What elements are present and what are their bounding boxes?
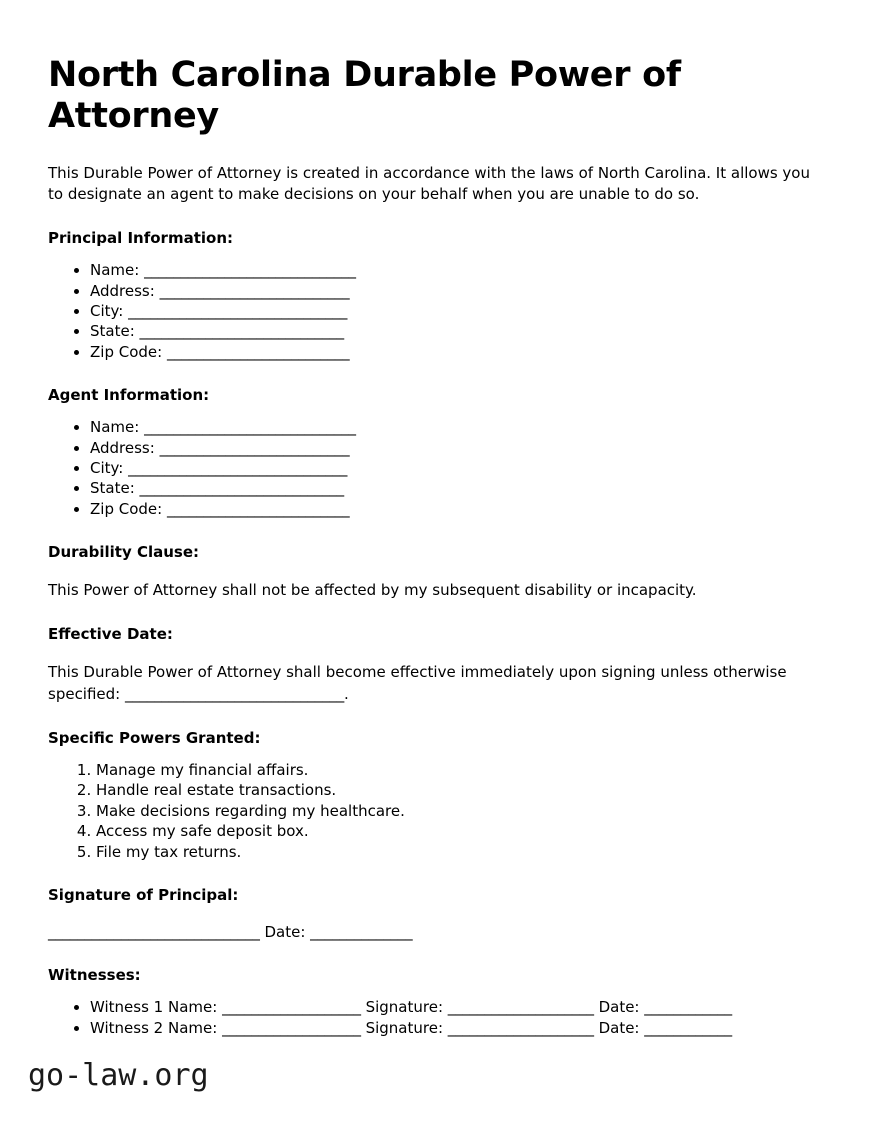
list-item [90, 417, 821, 437]
field-label: Address: [90, 281, 155, 300]
witness-signature-blank[interactable]: ____________________ [447, 998, 594, 1017]
specific-powers-heading: Specific Powers Granted: [48, 728, 261, 747]
list-item [90, 281, 821, 301]
principal-signature-blank[interactable]: _____________________________ [48, 922, 260, 941]
list-item: 5. File my tax returns. [96, 842, 821, 862]
field-blank[interactable]: ____________________________ [139, 322, 344, 341]
durability-clause-text: This Power of Attorney shall not be affected by my subsequent disability or incapacity. [48, 581, 697, 600]
effective-date-text [48, 662, 821, 705]
list-item: 3. Make decisions regarding my healthcare. [96, 801, 821, 821]
field-blank[interactable]: ____________________________ [139, 479, 344, 498]
principal-signature-line [48, 922, 821, 942]
field-blank[interactable]: ______________________________ [128, 458, 348, 477]
witness-signature-blank[interactable]: ____________________ [447, 1018, 594, 1037]
page-title: North Carolina Durable Power of Attorney [48, 55, 681, 137]
field-blank[interactable]: ______________________________ [128, 301, 348, 320]
field-label: State: [90, 322, 135, 341]
witness-date-blank[interactable]: ____________ [644, 1018, 732, 1037]
list-item [90, 478, 821, 498]
field-label: City: [90, 301, 124, 320]
field-blank[interactable]: _____________________________ [144, 418, 356, 437]
durability-clause-heading: Durability Clause: [48, 543, 200, 562]
witness-signature-label: Signature: [365, 1018, 443, 1037]
list-item [90, 438, 821, 458]
effective-date-text-before: This Durable Power of Attorney shall become effective immediately upon signing unless otherwise specified: [48, 663, 787, 703]
list-item: 4. Access my safe deposit box. [96, 821, 821, 841]
witness-name-label: Witness 2 Name: [90, 1018, 218, 1037]
field-label: Address: [90, 438, 155, 457]
principal-information-heading: Principal Information: [48, 229, 234, 248]
list-item [90, 458, 821, 478]
field-label: City: [90, 458, 124, 477]
witness-date-label: Date: [598, 998, 640, 1017]
agent-fields-list [48, 417, 821, 519]
principal-date-blank[interactable]: ______________ [310, 922, 413, 941]
signature-of-principal-heading: Signature of Principal: [48, 885, 239, 904]
witness-name-blank[interactable]: ___________________ [222, 998, 361, 1017]
effective-date-heading: Effective Date: [48, 625, 173, 644]
principal-fields-list [48, 260, 821, 362]
field-label: State: [90, 479, 135, 498]
witness-name-blank[interactable]: ___________________ [222, 1018, 361, 1037]
field-label: Zip Code: [90, 342, 163, 361]
principal-date-label: Date: [264, 922, 306, 941]
effective-date-text-after: . [344, 684, 349, 703]
witnesses-list [48, 997, 821, 1038]
witness-date-blank[interactable]: ____________ [644, 998, 732, 1017]
list-item [90, 342, 821, 362]
agent-information-heading: Agent Information: [48, 386, 210, 405]
field-blank[interactable]: _________________________ [166, 499, 350, 518]
list-item [90, 499, 821, 519]
field-blank[interactable]: __________________________ [159, 281, 350, 300]
field-blank[interactable]: _____________________________ [144, 261, 356, 280]
witness-date-label: Date: [598, 1018, 640, 1037]
intro-paragraph: This Durable Power of Attorney is created in accordance with the laws of North Carolina. It allows you to designate an agent to make decisions on your behalf when you are unable to do so. [48, 163, 810, 203]
list-item [90, 301, 821, 321]
witness-name-label: Witness 1 Name: [90, 998, 218, 1017]
witness-signature-label: Signature: [365, 998, 443, 1017]
list-item: 2. Handle real estate transactions. [96, 780, 821, 800]
field-label: Zip Code: [90, 499, 163, 518]
witnesses-heading: Witnesses: [48, 966, 141, 985]
list-item [90, 260, 821, 280]
site-watermark: go-law.org [28, 1058, 209, 1093]
field-blank[interactable]: _________________________ [166, 342, 350, 361]
effective-date-blank[interactable]: ______________________________ [125, 684, 345, 703]
field-blank[interactable]: __________________________ [159, 438, 350, 457]
table-row [90, 997, 821, 1017]
field-label: Name: [90, 418, 140, 437]
specific-powers-list [48, 760, 821, 862]
list-item: 1. Manage my financial affairs. [96, 760, 821, 780]
table-row [90, 1018, 821, 1038]
list-item [90, 321, 821, 341]
field-label: Name: [90, 261, 140, 280]
